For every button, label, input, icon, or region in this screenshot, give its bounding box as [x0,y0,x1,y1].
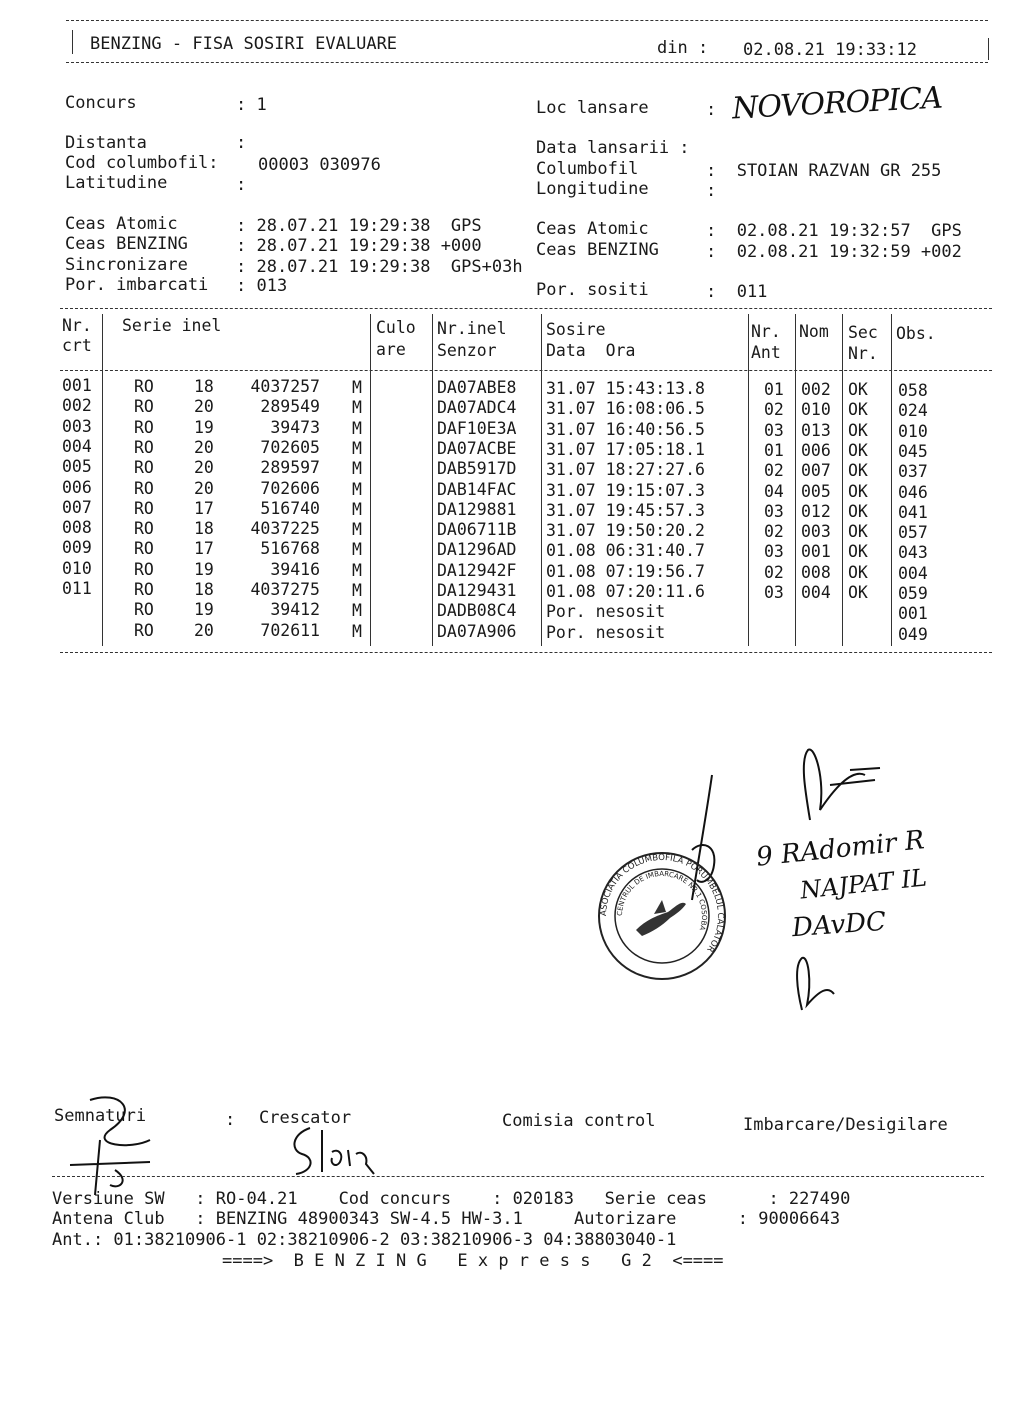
cell-an: 20 [194,437,214,457]
cell-sec: OK [848,562,868,582]
cell-sex: M [352,520,362,540]
clock-atomic-left-label: Ceas Atomic [65,214,178,234]
footer-ant-line: Ant.: 01:38210906-1 02:38210906-2 03:38210906-3 04:38803040-1 [52,1230,677,1250]
cell-sec: OK [848,583,868,602]
cell-tara: RO [134,417,154,437]
signature-scribble-bottom [782,950,842,1020]
clock-atomic-left-value: : 28.07.21 19:29:38 GPS [236,216,482,236]
cell-an: 17 [194,498,214,518]
handwritten-note-2: NAJPAT IL [798,863,929,905]
table-row [60,436,994,461]
cell-sec: OK [848,501,868,521]
table-row [60,416,994,441]
stamp-graphic [596,850,728,982]
cell-serie: 4037225 [250,519,320,539]
cell-nom: 003 [801,522,831,542]
por-sositi-value: : 011 [706,282,768,302]
crescator-label: Crescator [259,1108,352,1128]
cell-obs: 010 [898,421,928,441]
cell-sosire: 31.07 19:15:07.3 [546,480,705,500]
cell-tara: RO [134,580,154,599]
table-top-rule [60,308,992,309]
cell-sec: OK [848,542,868,562]
por-imbarcati-label: Por. imbarcati [65,275,209,295]
cell-sosire: 01.08 06:31:40.7 [546,541,705,561]
header-top-rule [66,20,988,21]
th-crt: crt [62,336,92,355]
cell-nom: 006 [801,440,831,460]
th-ant: Ant [751,343,781,362]
cell-serie: 39416 [270,559,320,579]
clock-atomic-right-label: Ceas Atomic [536,219,649,239]
imbarcare-label: Imbarcare/Desigilare [743,1115,948,1135]
cell-sec: OK [848,400,868,420]
cell-senzor: DAB14FAC [437,479,517,499]
cell-nr: 001 [62,376,92,395]
cell-an: 20 [194,458,214,478]
cell-obs: 059 [898,584,928,603]
th-sec: Sec [848,323,878,342]
cell-senzor: DAF10E3A [437,418,517,438]
cell-senzor: DA07ACBE [437,438,517,458]
cell-obs: 004 [898,563,928,583]
cell-senzor: DA129881 [437,499,517,519]
print-datetime: 02.08.21 19:33:12 [743,40,917,60]
cell-sex: M [352,499,362,519]
cell-ant: 04 [764,481,784,501]
cell-nom: 010 [801,400,831,420]
cell-obs: 024 [898,401,928,421]
table-row [60,599,994,624]
cell-sosire: 31.07 15:43:13.8 [546,379,705,398]
cell-an: 18 [194,377,214,396]
cell-sex: M [352,560,362,580]
cell-nom: 005 [801,481,831,501]
cell-tara: RO [134,498,154,518]
cell-serie: 4037257 [250,377,320,396]
cell-sosire: 01.08 07:20:11.6 [546,582,705,601]
table-header-rule [60,370,992,371]
cell-sosire: 31.07 19:50:20.2 [546,521,705,541]
cell-sex: M [352,581,362,600]
cell-serie: 39412 [270,600,320,620]
clock-benzing-left-value: : 28.07.21 19:29:38 +000 [236,236,482,256]
cell-sex: M [352,438,362,458]
cell-nr: 005 [62,457,92,477]
th-senzor: Senzor [437,341,497,360]
clock-atomic-right-value: : 02.08.21 19:32:57 GPS [706,221,962,241]
concurs-label: Concurs [65,93,137,113]
cell-sex: M [352,621,362,641]
cell-sosire: 31.07 19:45:57.3 [546,500,705,520]
cell-sex: M [352,601,362,621]
cell-tara: RO [134,458,154,478]
cell-sec: OK [848,380,868,399]
loc-lansare-label: Loc lansare [536,98,649,118]
cell-nr: 011 [62,579,92,598]
din-label: din : [657,38,709,58]
arrivals-table [60,302,994,660]
table-row [60,497,994,522]
cell-tara: RO [134,437,154,457]
cell-ant: 03 [764,420,784,440]
th-nr: Nr. [62,316,92,335]
club-stamp [596,850,728,982]
table-row [60,558,994,583]
cell-an: 19 [194,600,214,620]
cell-nom: 012 [801,501,831,521]
cell-nom: 002 [801,380,831,399]
por-sositi-label: Por. sositi [536,280,649,300]
por-imbarcati-value: : 013 [236,276,288,296]
cell-sex: M [352,398,362,418]
cell-nr: 006 [62,477,92,497]
cell-ant: 03 [764,501,784,521]
header-left-border [72,30,73,54]
signature-semnaturi-scribble [60,1090,180,1200]
handwritten-note-1: 9 RAdomir R [754,825,926,873]
cell-sex: M [352,540,362,560]
signature-scribble-top [780,740,890,830]
cell-ant: 01 [764,380,784,399]
cell-serie: 702611 [260,620,320,640]
stamp-inner-text: CENTRUL DE IMBARCARE NR.1 COSOBA [615,869,709,932]
cell-ant: 02 [764,400,784,420]
cell-obs: 057 [898,523,928,543]
sincronizare-label: Sincronizare [65,255,188,275]
table-row [60,620,994,644]
cell-serie: 516740 [260,498,320,518]
cell-senzor: DA07ADC4 [437,398,517,418]
cell-sex: M [352,459,362,479]
loc-lansare-handwritten: NOVOROPICA [731,80,943,127]
cell-senzor: DA1296AD [437,540,517,560]
cell-obs: 041 [898,502,928,522]
cell-tara: RO [134,377,154,396]
cell-nr: 003 [62,416,92,436]
cell-ant: 02 [764,562,784,582]
header-right-border [988,38,989,60]
table-row [60,579,994,603]
cell-tara: RO [134,600,154,620]
cell-obs: 058 [898,381,928,400]
table-row [60,477,994,502]
th-serie-inel: Serie inel [122,316,222,335]
cell-nr: 008 [62,518,92,538]
th-sec-nr: Nr. [848,344,878,363]
cell-ant: 01 [764,440,784,460]
cell-senzor: DA06711B [437,520,517,540]
th-nr-inel: Nr.inel [437,319,507,338]
cell-obs: 046 [898,482,928,502]
longitudine-label: Longitudine [536,179,649,199]
semnaturi-sep: : [225,1110,236,1130]
cell-obs: 049 [898,624,928,644]
cell-sosire: 31.07 18:27:27.6 [546,460,705,480]
table-row [60,457,994,482]
distanta-value: : [236,133,247,153]
th-nr-ant: Nr. [751,322,781,341]
cell-an: 18 [194,519,214,539]
cell-sosire: Por. nesosit [546,622,666,642]
cell-senzor: DA07ABE8 [437,378,517,397]
columbofil-label: Columbofil [536,159,639,179]
cell-tara: RO [134,539,154,559]
cell-an: 17 [194,539,214,559]
cell-serie: 289549 [260,397,320,417]
cell-serie: 516768 [260,539,320,559]
cell-nom: 008 [801,562,831,582]
cell-nom: 007 [801,461,831,481]
cell-tara: RO [134,620,154,640]
cell-sec: OK [848,481,868,501]
cell-sec: OK [848,461,868,481]
distanta-label: Distanta [65,133,147,153]
cell-serie: 702606 [260,478,320,498]
cell-senzor: DA129431 [437,581,517,600]
cell-sec: OK [848,420,868,440]
cell-serie: 289597 [260,458,320,478]
cell-senzor: DA12942F [437,560,517,580]
th-are: are [376,340,406,359]
longitudine-value: : [706,181,717,201]
th-sosire: Sosire [546,320,606,339]
latitudine-value: : [236,175,247,195]
cell-serie: 4037275 [250,580,320,599]
clock-benzing-right-label: Ceas BENZING [536,240,659,260]
data-lansarii-label: Data lansarii : [536,138,690,158]
cell-nom: 001 [801,542,831,562]
semnaturi-label: Semnaturi [54,1106,147,1126]
cell-nr: 004 [62,436,92,456]
cell-ant: 02 [764,461,784,481]
cell-sosire: 31.07 16:40:56.5 [546,419,705,439]
cell-sosire: 01.08 07:19:56.7 [546,561,705,581]
cell-serie: 702605 [260,437,320,457]
cell-an: 20 [194,620,214,640]
cell-sex: M [352,378,362,397]
cell-tara: RO [134,397,154,417]
cell-an: 18 [194,580,214,599]
document-title: BENZING - FISA SOSIRI EVALUARE [90,34,398,54]
cell-senzor: DADB08C4 [437,601,517,621]
cell-senzor: DA07A906 [437,621,517,641]
table-row [60,396,994,421]
columbofil-value: : STOIAN RAZVAN GR 255 [706,161,942,181]
footer-version-line: Versiune SW : RO-04.21 Cod concurs : 020183 Serie ceas : 227490 [52,1189,851,1209]
cell-senzor: DAB5917D [437,459,517,479]
concurs-value: : 1 [236,95,267,115]
table-row [60,538,994,563]
clock-benzing-right-value: : 02.08.21 19:32:59 +002 [706,242,962,262]
cell-obs: 045 [898,441,928,461]
cell-an: 20 [194,478,214,498]
cell-nr: 009 [62,538,92,558]
cod-columbofil-label: Cod columbofil: [65,153,219,173]
cell-obs: 043 [898,543,928,563]
cell-obs: 001 [898,604,928,624]
sincronizare-value: : 28.07.21 19:29:38 GPS+03h [236,257,523,277]
cell-sosire: 31.07 17:05:18.1 [546,439,705,459]
cell-sec: OK [848,440,868,460]
cell-an: 20 [194,397,214,417]
footer-antena-line: Antena Club : BENZING 48900343 SW-4.5 HW-3.1 Autorizare : 90006643 [52,1209,841,1229]
cell-ant: 03 [764,583,784,602]
th-nom: Nom [799,322,829,341]
comisia-label: Comisia control [502,1111,656,1131]
th-obs: Obs. [896,324,936,343]
cod-columbofil-value: 00003 030976 [258,155,381,175]
signature-rule [52,1176,984,1177]
cell-tara: RO [134,478,154,498]
cell-tara: RO [134,559,154,579]
th-data-ora: Data Ora [546,341,636,360]
cell-nom: 004 [801,583,831,602]
cell-ant: 03 [764,542,784,562]
dove-wing-icon [654,900,666,914]
cell-nr: 002 [62,396,92,416]
clock-benzing-left-label: Ceas BENZING [65,234,188,254]
cell-ant: 02 [764,522,784,542]
cell-nom: 013 [801,420,831,440]
cell-sosire: 31.07 16:08:06.5 [546,399,705,419]
latitudine-label: Latitudine [65,173,168,193]
cell-sec: OK [848,522,868,542]
cell-an: 19 [194,559,214,579]
footer-brand-line: ====> B E N Z I N G E x p r e s s G 2 <==== [222,1251,724,1271]
table-row [60,376,994,400]
cell-serie: 39473 [270,417,320,437]
cell-an: 19 [194,417,214,437]
table-bottom-rule [60,652,992,653]
th-culo: Culo [376,318,416,337]
cell-nr: 010 [62,558,92,578]
cell-sex: M [352,418,362,438]
header-bottom-rule [66,62,988,63]
loc-lansare-sep: : [706,100,717,120]
cell-nr: 007 [62,497,92,517]
cell-obs: 037 [898,462,928,482]
stamp-outer-text: ASOCIATIA COLUMBOFILA PORUMBELUL CALATOR [598,852,726,954]
cell-sex: M [352,479,362,499]
cell-sosire: Por. nesosit [546,602,666,622]
handwritten-note-3: DAvDC [791,906,887,944]
cell-tara: RO [134,519,154,539]
signature-crescator-scribble [282,1120,392,1180]
table-row [60,518,994,543]
